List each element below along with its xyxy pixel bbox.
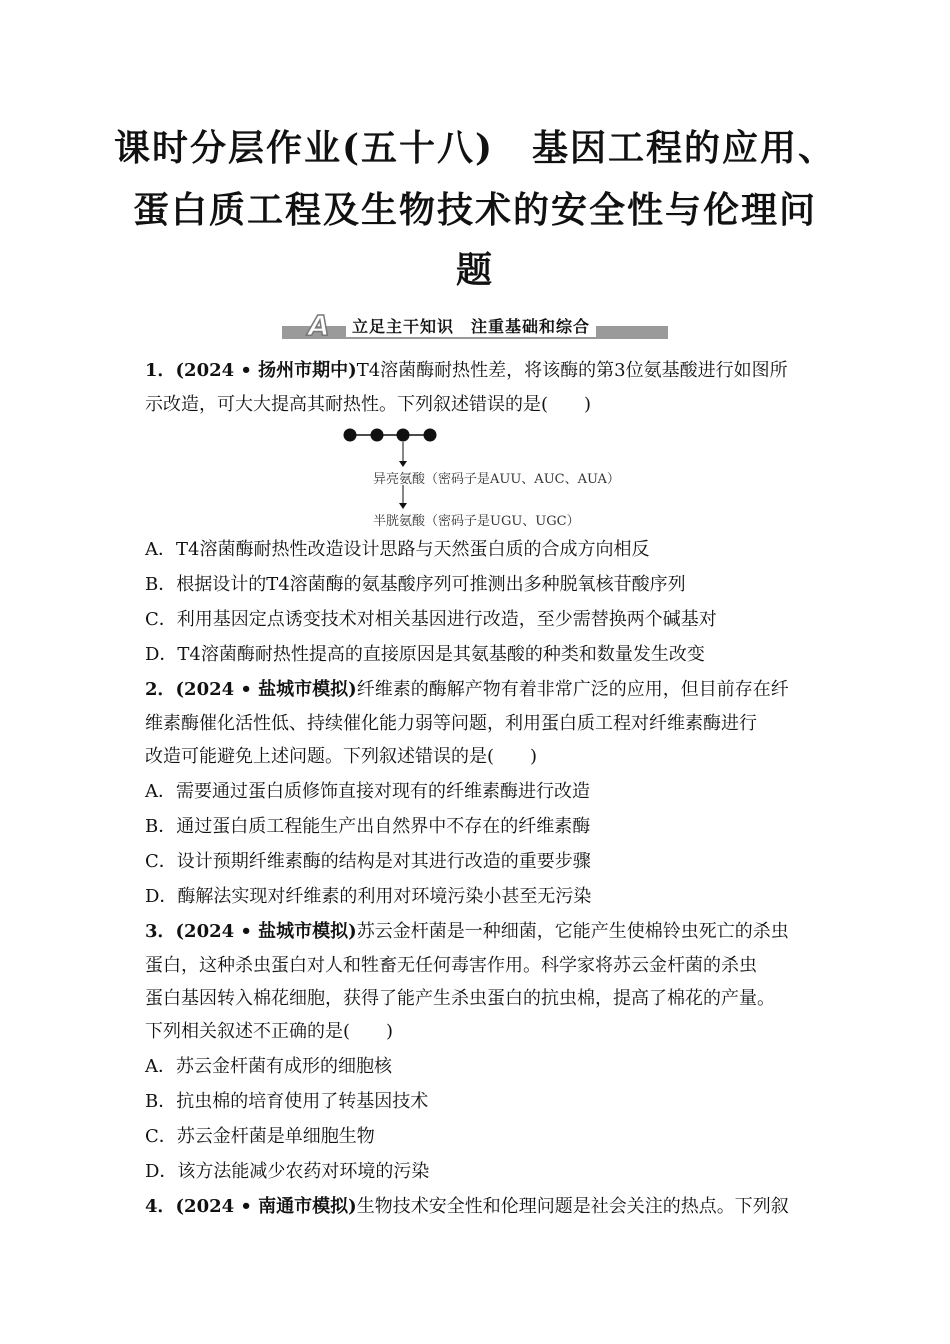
q1-stem-line-2: 示改造，可大大提高其耐热性。下列叙述错误的是( )	[145, 394, 592, 415]
question-number: 2．	[145, 679, 176, 700]
arrow-down-icon	[399, 461, 407, 467]
question-stem: T4溶菌酶耐热性差，将该酶的第3位氨基酸进行如图所	[356, 360, 788, 381]
diagram-label-isoleucine: 异亮氨酸（密码子是AUU、AUC、AUA）	[373, 472, 620, 487]
page-title-line-3: 题	[455, 249, 494, 291]
amino-acid-dot-3	[397, 429, 410, 442]
diagram-label-cysteine: 半胱氨酸（密码子是UGU、UGC）	[373, 514, 580, 529]
banner-letter-icon: A	[308, 309, 330, 342]
amino-acid-diagram	[340, 425, 640, 535]
q4-stem-line-1	[145, 1195, 789, 1219]
q3-stem-line-2: 蛋白，这种杀虫蛋白对人和牲畜无任何毒害作用。科学家将苏云金杆菌的杀虫	[145, 955, 757, 976]
q1-option-a: A．T4溶菌酶耐热性改造设计思路与天然蛋白质的合成方向相反	[145, 539, 650, 560]
section-banner	[282, 309, 668, 342]
question-source: (2024 • 扬州市期中)	[175, 360, 357, 381]
q2-option-a: A．需要通过蛋白质修饰直接对现有的纤维素酶进行改造	[145, 781, 590, 802]
question-source: (2024 • 盐城市模拟)	[175, 921, 357, 942]
question-number: 1．	[145, 360, 176, 381]
q3-stem-line-1	[145, 920, 789, 944]
page-title-line-2: 蛋白质工程及生物技术的安全性与伦理问	[132, 189, 817, 231]
q3-option-c: C．苏云金杆菌是单细胞生物	[145, 1126, 375, 1147]
q1-stem-line-1	[145, 359, 788, 383]
banner-text: 立足主干知识 注重基础和综合	[346, 314, 596, 337]
q2-option-d: D．酶解法实现对纤维素的利用对环境污染小甚至无污染	[145, 886, 592, 907]
q2-stem-line-1	[145, 678, 789, 702]
q1-option-b: B．根据设计的T4溶菌酶的氨基酸序列可推测出多种脱氧核苷酸序列	[145, 574, 686, 595]
q2-option-c: C．设计预期纤维素酶的结构是对其进行改造的重要步骤	[145, 851, 591, 872]
amino-acid-dot-1	[344, 429, 357, 442]
q2-option-b: B．通过蛋白质工程能生产出自然界中不存在的纤维素酶	[145, 816, 591, 837]
q1-option-c: C．利用基因定点诱变技术对相关基因进行改造，至少需替换两个碱基对	[145, 609, 717, 630]
q1-option-d: D．T4溶菌酶耐热性提高的直接原因是其氨基酸的种类和数量发生改变	[145, 644, 705, 665]
amino-acid-dot-4	[424, 429, 437, 442]
q3-option-d: D．该方法能减少农药对环境的污染	[145, 1161, 430, 1182]
q2-stem-line-2: 维素酶催化活性低、持续催化能力弱等问题，利用蛋白质工程对纤维素酶进行	[145, 713, 757, 734]
q3-option-a: A．苏云金杆菌有成形的细胞核	[145, 1056, 392, 1077]
question-number: 3．	[145, 921, 176, 942]
question-number: 4．	[145, 1196, 176, 1217]
q3-stem-line-4: 下列相关叙述不正确的是( )	[145, 1021, 394, 1042]
arrow-down-icon	[399, 503, 407, 509]
question-stem: 生物技术安全性和伦理问题是社会关注的热点。下列叙	[356, 1196, 789, 1217]
page-title-line-1: 课时分层作业(五十八) 基因工程的应用、	[113, 127, 837, 169]
question-source: (2024 • 南通市模拟)	[175, 1196, 357, 1217]
question-stem: 苏云金杆菌是一种细菌，它能产生使棉铃虫死亡的杀虫	[356, 921, 789, 942]
amino-acid-dot-2	[371, 429, 384, 442]
q3-option-b: B．抗虫棉的培育使用了转基因技术	[145, 1091, 429, 1112]
question-source: (2024 • 盐城市模拟)	[175, 679, 357, 700]
question-stem: 纤维素的酶解产物有着非常广泛的应用，但目前存在纤	[356, 679, 789, 700]
q3-stem-line-3: 蛋白基因转入棉花细胞，获得了能产生杀虫蛋白的抗虫棉，提高了棉花的产量。	[145, 988, 775, 1009]
q2-stem-line-3: 改造可能避免上述问题。下列叙述错误的是( )	[145, 746, 538, 767]
